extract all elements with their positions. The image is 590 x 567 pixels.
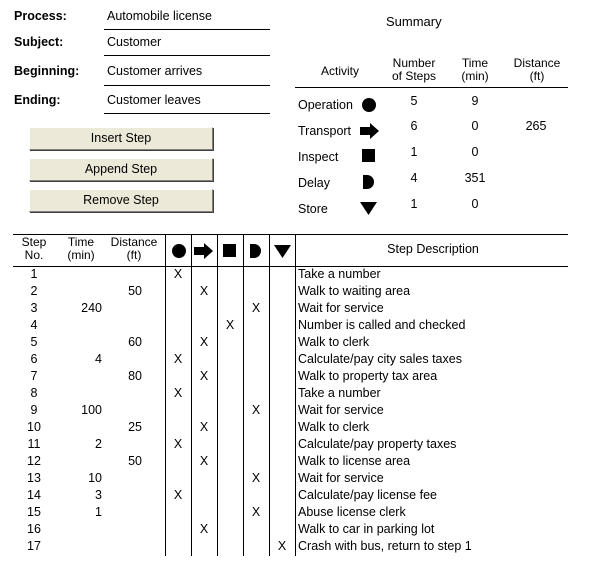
ending-label: Ending: (14, 93, 61, 107)
table-col-step-line2: No. (24, 248, 44, 262)
step-description: Wait for service (298, 471, 384, 485)
summary-header-rule (295, 87, 568, 88)
summary-label-operation: Operation (298, 98, 353, 112)
table-row[interactable] (0, 334, 590, 351)
step-activity-mark: X (251, 403, 261, 417)
step-number: 1 (30, 267, 38, 281)
table-col-time-line2: (min) (67, 248, 95, 262)
step-number: 4 (30, 318, 38, 332)
step-activity-mark: X (173, 437, 183, 451)
summary-col-steps-line2: of Steps (391, 69, 437, 83)
step-activity-mark: X (251, 471, 261, 485)
step-distance: 50 (128, 454, 142, 468)
step-time: 100 (81, 403, 102, 417)
step-description: Abuse license clerk (298, 505, 406, 519)
step-activity-mark: X (225, 318, 235, 332)
step-distance (90, 351, 142, 368)
step-number: 13 (27, 471, 41, 485)
step-distance (90, 487, 142, 504)
table-col-distance-line1: Distance (110, 235, 158, 249)
step-distance: 80 (128, 369, 142, 383)
summary-col-time-line2: (min) (461, 69, 489, 83)
subject-label: Subject: (14, 35, 64, 49)
table-row[interactable] (0, 419, 590, 436)
step-distance (90, 300, 142, 317)
summary-steps-transport: 6 (410, 119, 418, 133)
step-distance (90, 436, 142, 453)
step-distance: 25 (128, 420, 142, 434)
table-row[interactable] (0, 385, 590, 402)
insert-step-button[interactable]: Insert Step (29, 127, 213, 150)
summary-col-time-line1: Time (461, 56, 489, 70)
col-inspect-square-icon (223, 244, 237, 258)
step-activity-mark: X (199, 420, 209, 434)
step-activity-mark: X (199, 454, 209, 468)
beginning-label: Beginning: (14, 64, 80, 78)
step-number: 6 (30, 352, 38, 366)
table-col-time-line1: Time (67, 235, 95, 249)
ending-underline (104, 113, 270, 114)
summary-time-transport: 0 (471, 119, 479, 133)
step-distance (90, 317, 142, 334)
step-description: Calculate/pay property taxes (298, 437, 457, 451)
step-distance (90, 402, 142, 419)
step-activity-mark: X (251, 301, 261, 315)
step-time: 1 (95, 505, 102, 519)
summary-time-delay: 351 (464, 171, 486, 185)
table-row[interactable] (0, 521, 590, 538)
step-number: 8 (30, 386, 38, 400)
step-number: 12 (27, 454, 41, 468)
step-activity-mark: X (199, 369, 209, 383)
delay-d-shape-icon (362, 174, 376, 190)
beginning-underline (104, 85, 270, 86)
table-top-rule (13, 234, 568, 235)
step-distance (90, 504, 142, 521)
step-distance (90, 266, 142, 283)
summary-steps-delay: 4 (410, 171, 418, 185)
subject-field[interactable]: Customer (107, 35, 162, 49)
col-store-triangle-icon (274, 245, 292, 259)
summary-label-store: Store (298, 202, 328, 216)
step-number: 11 (27, 437, 41, 451)
table-row[interactable] (0, 317, 590, 334)
step-distance: 60 (128, 335, 142, 349)
table-row[interactable] (0, 283, 590, 300)
table-row[interactable] (0, 436, 590, 453)
step-distance (90, 521, 142, 538)
step-number: 15 (27, 505, 41, 519)
col-transport-arrow-icon (194, 243, 214, 259)
summary-time-inspect: 0 (471, 145, 479, 159)
summary-time-operation: 9 (471, 94, 479, 108)
table-col-step (14, 236, 54, 262)
table-row[interactable] (0, 504, 590, 521)
process-field[interactable]: Automobile license (107, 9, 212, 23)
step-description: Walk to clerk (298, 420, 370, 434)
step-number: 14 (27, 488, 41, 502)
step-number: 9 (30, 403, 38, 417)
col-delay-d-shape-icon (249, 243, 263, 259)
step-description: Calculate/pay license fee (298, 488, 437, 502)
step-number: 2 (30, 284, 38, 298)
summary-col-activity: Activity (320, 64, 359, 78)
table-row[interactable] (0, 538, 590, 555)
store-triangle-icon (360, 202, 378, 216)
inspect-square-icon (362, 149, 376, 163)
summary-col-distance (508, 57, 566, 83)
step-distance: 50 (128, 284, 142, 298)
table-row[interactable] (0, 470, 590, 487)
step-time: 10 (88, 471, 102, 485)
summary-col-time (452, 57, 498, 83)
step-time: 2 (95, 437, 102, 451)
table-row[interactable] (0, 300, 590, 317)
summary-col-distance-line1: Distance (513, 56, 561, 70)
summary-label-transport: Transport (298, 124, 352, 138)
table-row[interactable] (0, 453, 590, 470)
table-row[interactable] (0, 351, 590, 368)
process-underline (104, 29, 270, 30)
step-number: 7 (30, 369, 38, 383)
step-distance (90, 538, 142, 555)
summary-col-steps-line1: Number (392, 56, 436, 70)
step-activity-mark: X (199, 284, 209, 298)
operation-circle-icon (361, 97, 377, 113)
summary-distance-transport: 265 (525, 119, 547, 133)
step-description: Take a number (298, 267, 381, 281)
remove-step-button[interactable]: Remove Step (29, 189, 213, 212)
summary-steps-store: 1 (410, 197, 418, 211)
step-activity-mark: X (173, 267, 183, 281)
step-description: Take a number (298, 386, 381, 400)
step-number: 3 (30, 301, 38, 315)
table-col-distance (104, 236, 164, 262)
step-number: 16 (27, 522, 41, 536)
summary-steps-operation: 5 (410, 94, 418, 108)
ending-field[interactable]: Customer leaves (107, 93, 201, 107)
table-row[interactable] (0, 266, 590, 283)
step-time: 4 (95, 352, 102, 366)
step-description: Wait for service (298, 301, 384, 315)
step-number: 10 (27, 420, 41, 434)
summary-label-delay: Delay (298, 176, 330, 190)
table-col-description: Step Description (387, 242, 479, 256)
table-row[interactable] (0, 402, 590, 419)
step-description: Walk to clerk (298, 335, 370, 349)
step-activity-mark: X (199, 335, 209, 349)
subject-underline (104, 55, 270, 56)
step-activity-mark: X (173, 488, 183, 502)
step-time: 240 (81, 301, 102, 315)
summary-title: Summary (386, 14, 442, 29)
step-activity-mark: X (277, 539, 287, 553)
step-activity-mark: X (173, 352, 183, 366)
table-col-step-line1: Step (21, 235, 47, 249)
step-distance (90, 385, 142, 402)
step-description: Wait for service (298, 403, 384, 417)
transport-arrow-icon (360, 123, 380, 139)
col-operation-circle-icon (171, 243, 187, 259)
step-description: Calculate/pay city sales taxes (298, 352, 462, 366)
step-number: 5 (30, 335, 38, 349)
summary-col-steps (384, 57, 444, 83)
step-description: Number is called and checked (298, 318, 466, 332)
step-activity-mark: X (173, 386, 183, 400)
append-step-button[interactable]: Append Step (29, 158, 213, 181)
beginning-field[interactable]: Customer arrives (107, 64, 203, 78)
summary-col-distance-line2: (ft) (529, 69, 545, 83)
table-row[interactable] (0, 487, 590, 504)
table-col-time (60, 236, 102, 262)
table-col-distance-line2: (ft) (126, 248, 142, 262)
summary-steps-inspect: 1 (410, 145, 418, 159)
step-description: Walk to car in parking lot (298, 522, 435, 536)
step-description: Walk to license area (298, 454, 411, 468)
summary-time-store: 0 (471, 197, 479, 211)
step-activity-mark: X (199, 522, 209, 536)
step-description: Walk to waiting area (298, 284, 411, 298)
table-row[interactable] (0, 368, 590, 385)
step-distance (90, 470, 142, 487)
process-label: Process: (14, 9, 67, 23)
step-description: Crash with bus, return to step 1 (298, 539, 472, 553)
summary-label-inspect: Inspect (298, 150, 339, 164)
step-time: 3 (95, 488, 102, 502)
step-description: Walk to property tax area (298, 369, 438, 383)
step-activity-mark: X (251, 505, 261, 519)
step-number: 17 (27, 539, 41, 553)
